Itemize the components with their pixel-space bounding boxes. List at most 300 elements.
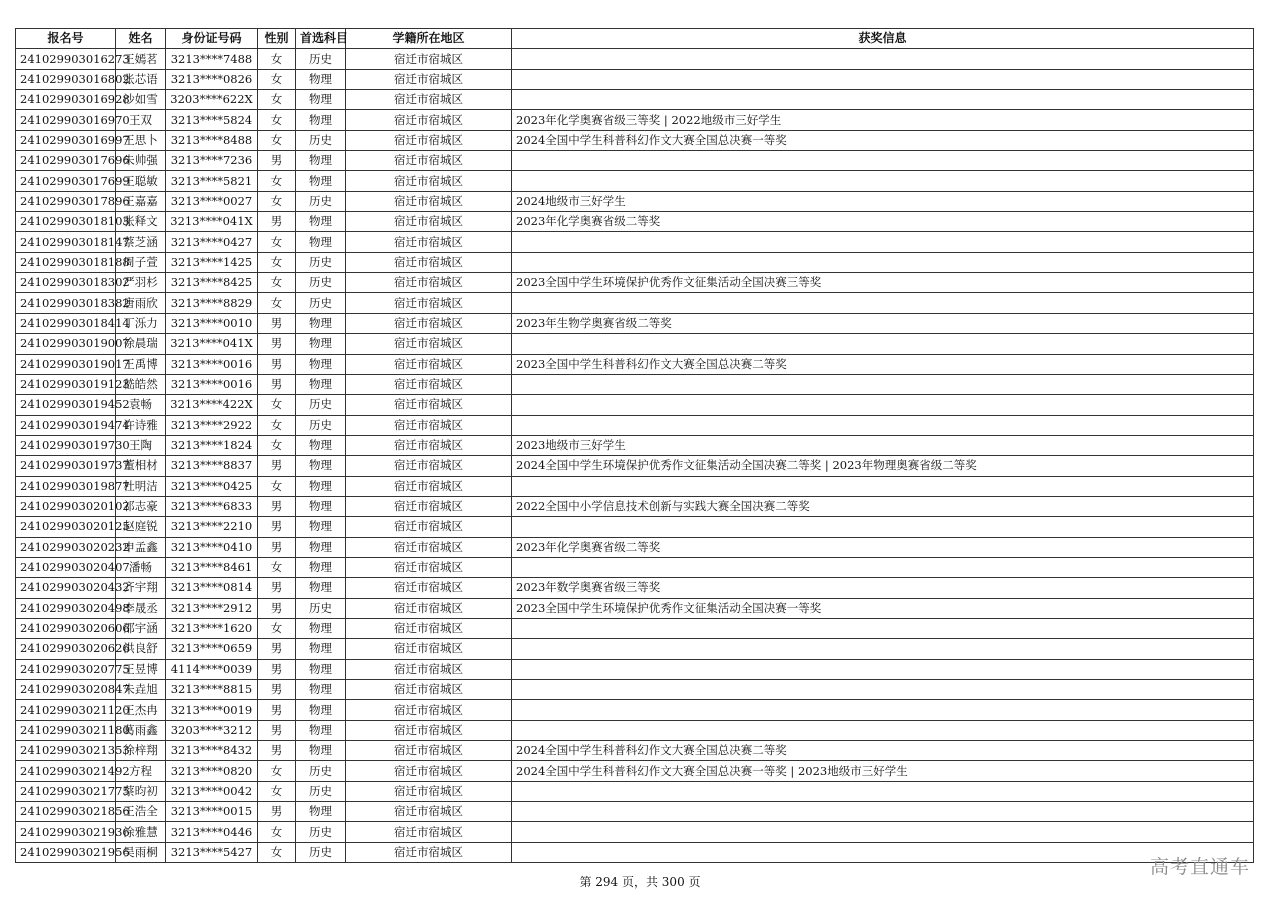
- region-cell: 宿迁市宿城区: [346, 659, 512, 679]
- name-cell: 王聪敏: [116, 171, 166, 191]
- header-award-info: 获奖信息: [512, 29, 1254, 49]
- gender-cell: 男: [258, 680, 296, 700]
- award-cell: [512, 476, 1254, 496]
- table-row: [16, 761, 1254, 781]
- region-cell: 宿迁市宿城区: [346, 578, 512, 598]
- table-row: [16, 191, 1254, 211]
- table-row: [16, 151, 1254, 171]
- award-cell: [512, 69, 1254, 89]
- gender-cell: 男: [258, 578, 296, 598]
- table-row: [16, 639, 1254, 659]
- name-cell: 袁畅: [116, 395, 166, 415]
- table-row: [16, 842, 1254, 862]
- subject-cell: 物理: [296, 151, 346, 171]
- region-cell: 宿迁市宿城区: [346, 252, 512, 272]
- name-cell: 王禹博: [116, 354, 166, 374]
- header-name: 姓名: [116, 29, 166, 49]
- id-number-cell: 4114****0039: [166, 659, 258, 679]
- name-cell: 蔡芝涵: [116, 232, 166, 252]
- award-cell: 2023年数学奥赛省级三等奖: [512, 578, 1254, 598]
- region-cell: 宿迁市宿城区: [346, 313, 512, 333]
- id-number-cell: 3213****0410: [166, 537, 258, 557]
- region-cell: 宿迁市宿城区: [346, 273, 512, 293]
- gender-cell: 女: [258, 232, 296, 252]
- registration-number-cell: 241029903018382: [16, 293, 116, 313]
- id-number-cell: 3213****0010: [166, 313, 258, 333]
- registration-number-cell: 241029903016970: [16, 110, 116, 130]
- subject-cell: 物理: [296, 557, 346, 577]
- id-number-cell: 3213****8815: [166, 680, 258, 700]
- subject-cell: 历史: [296, 415, 346, 435]
- header-school-region: 学籍所在地区: [346, 29, 512, 49]
- table-row: [16, 700, 1254, 720]
- gender-cell: 女: [258, 69, 296, 89]
- region-cell: 宿迁市宿城区: [346, 537, 512, 557]
- table-row: [16, 212, 1254, 232]
- award-cell: [512, 395, 1254, 415]
- gender-cell: 男: [258, 659, 296, 679]
- id-number-cell: 3213****0814: [166, 578, 258, 598]
- id-number-cell: 3213****0659: [166, 639, 258, 659]
- table-row: [16, 557, 1254, 577]
- id-number-cell: 3213****0015: [166, 802, 258, 822]
- name-cell: 赵庭锐: [116, 517, 166, 537]
- id-number-cell: 3213****2210: [166, 517, 258, 537]
- region-cell: 宿迁市宿城区: [346, 741, 512, 761]
- id-number-cell: 3213****0427: [166, 232, 258, 252]
- id-number-cell: 3203****622X: [166, 90, 258, 110]
- award-cell: [512, 700, 1254, 720]
- subject-cell: 物理: [296, 517, 346, 537]
- header-id-number: 身份证号码: [166, 29, 258, 49]
- registration-number-cell: 241029903020102: [16, 496, 116, 516]
- table-row: [16, 293, 1254, 313]
- gender-cell: 女: [258, 171, 296, 191]
- id-number-cell: 3213****1425: [166, 252, 258, 272]
- subject-cell: 历史: [296, 191, 346, 211]
- id-number-cell: 3213****0016: [166, 354, 258, 374]
- subject-cell: 历史: [296, 252, 346, 272]
- subject-cell: 物理: [296, 537, 346, 557]
- subject-cell: 历史: [296, 130, 346, 150]
- id-number-cell: 3213****8488: [166, 130, 258, 150]
- table-row: [16, 720, 1254, 740]
- name-cell: 王杰冉: [116, 700, 166, 720]
- id-number-cell: 3213****8432: [166, 741, 258, 761]
- region-cell: 宿迁市宿城区: [346, 395, 512, 415]
- award-cell: 2023全国中学生科普科幻作文大赛全国总决赛二等奖: [512, 354, 1254, 374]
- id-number-cell: 3213****5427: [166, 842, 258, 862]
- gender-cell: 男: [258, 456, 296, 476]
- table-row: [16, 415, 1254, 435]
- name-cell: 申孟鑫: [116, 537, 166, 557]
- name-cell: 王昱博: [116, 659, 166, 679]
- region-cell: 宿迁市宿城区: [346, 598, 512, 618]
- award-cell: [512, 171, 1254, 191]
- name-cell: 徐晨瑞: [116, 334, 166, 354]
- subject-cell: 物理: [296, 578, 346, 598]
- award-cell: [512, 232, 1254, 252]
- region-cell: 宿迁市宿城区: [346, 232, 512, 252]
- name-cell: 张芯语: [116, 69, 166, 89]
- id-number-cell: 3213****0042: [166, 781, 258, 801]
- id-number-cell: 3213****0425: [166, 476, 258, 496]
- table-row: [16, 456, 1254, 476]
- registration-number-cell: 241029903018302: [16, 273, 116, 293]
- gender-cell: 男: [258, 354, 296, 374]
- name-cell: 祁志豪: [116, 496, 166, 516]
- table-row: [16, 618, 1254, 638]
- subject-cell: 历史: [296, 395, 346, 415]
- subject-cell: 物理: [296, 334, 346, 354]
- id-number-cell: 3213****0019: [166, 700, 258, 720]
- region-cell: 宿迁市宿城区: [346, 557, 512, 577]
- gender-cell: 男: [258, 537, 296, 557]
- id-number-cell: 3213****2922: [166, 415, 258, 435]
- award-cell: [512, 517, 1254, 537]
- name-cell: 王嘉嘉: [116, 191, 166, 211]
- name-cell: 王双: [116, 110, 166, 130]
- table-row: [16, 802, 1254, 822]
- name-cell: 王浩全: [116, 802, 166, 822]
- table-row: [16, 273, 1254, 293]
- table-row: [16, 49, 1254, 69]
- registration-number-cell: 241029903017896: [16, 191, 116, 211]
- table-row: [16, 313, 1254, 333]
- gender-cell: 女: [258, 476, 296, 496]
- table-row: [16, 822, 1254, 842]
- subject-cell: 物理: [296, 802, 346, 822]
- table-row: [16, 476, 1254, 496]
- region-cell: 宿迁市宿城区: [346, 110, 512, 130]
- gender-cell: 男: [258, 741, 296, 761]
- registration-number-cell: 241029903016997: [16, 130, 116, 150]
- registration-number-cell: 241029903021956: [16, 842, 116, 862]
- table-row: [16, 232, 1254, 252]
- registration-number-cell: 241029903019730: [16, 435, 116, 455]
- subject-cell: 历史: [296, 49, 346, 69]
- subject-cell: 物理: [296, 435, 346, 455]
- subject-cell: 物理: [296, 618, 346, 638]
- gender-cell: 女: [258, 781, 296, 801]
- subject-cell: 历史: [296, 761, 346, 781]
- name-cell: 王思卜: [116, 130, 166, 150]
- award-cell: [512, 618, 1254, 638]
- registration-number-cell: 241029903018414: [16, 313, 116, 333]
- registration-number-cell: 241029903021492: [16, 761, 116, 781]
- gender-cell: 女: [258, 90, 296, 110]
- gender-cell: 女: [258, 49, 296, 69]
- name-cell: 洪良舒: [116, 639, 166, 659]
- subject-cell: 历史: [296, 598, 346, 618]
- registration-number-cell: 241029903019452: [16, 395, 116, 415]
- region-cell: 宿迁市宿城区: [346, 517, 512, 537]
- registration-number-cell: 241029903021936: [16, 822, 116, 842]
- registration-number-cell: 241029903020847: [16, 680, 116, 700]
- gender-cell: 男: [258, 517, 296, 537]
- gender-cell: 女: [258, 822, 296, 842]
- watermark: 高考直通车: [1149, 856, 1250, 878]
- table-row: [16, 781, 1254, 801]
- subject-cell: 物理: [296, 313, 346, 333]
- registration-number-cell: 241029903019007: [16, 334, 116, 354]
- page-number-footer: 第 294 页，共 300 页: [579, 875, 701, 889]
- name-cell: 葛雨鑫: [116, 720, 166, 740]
- award-cell: [512, 334, 1254, 354]
- award-cell: 2024全国中学生科普科幻作文大赛全国总决赛一等奖 | 2023地级市三好学生: [512, 761, 1254, 781]
- registration-number-cell: 241029903019474: [16, 415, 116, 435]
- table-row: [16, 334, 1254, 354]
- table-row: [16, 659, 1254, 679]
- gender-cell: 女: [258, 435, 296, 455]
- name-cell: 徐梓翔: [116, 741, 166, 761]
- name-cell: 方程: [116, 761, 166, 781]
- award-cell: [512, 639, 1254, 659]
- id-number-cell: 3213****1824: [166, 435, 258, 455]
- award-cell: [512, 842, 1254, 862]
- award-cell: 2022全国中小学信息技术创新与实践大赛全国决赛二等奖: [512, 496, 1254, 516]
- table-row: [16, 496, 1254, 516]
- region-cell: 宿迁市宿城区: [346, 700, 512, 720]
- id-number-cell: 3213****8829: [166, 293, 258, 313]
- award-cell: 2023年生物学奥赛省级二等奖: [512, 313, 1254, 333]
- award-cell: 2023全国中学生环境保护优秀作文征集活动全国决赛三等奖: [512, 273, 1254, 293]
- id-number-cell: 3213****8425: [166, 273, 258, 293]
- subject-cell: 历史: [296, 273, 346, 293]
- name-cell: 杜明洁: [116, 476, 166, 496]
- id-number-cell: 3213****0820: [166, 761, 258, 781]
- table-row: [16, 110, 1254, 130]
- award-cell: [512, 252, 1254, 272]
- name-cell: 潘畅: [116, 557, 166, 577]
- registration-number-cell: 241029903019737: [16, 456, 116, 476]
- name-cell: 朱帅强: [116, 151, 166, 171]
- registration-number-cell: 241029903020498: [16, 598, 116, 618]
- subject-cell: 物理: [296, 110, 346, 130]
- table-header-row: [16, 29, 1254, 49]
- registration-number-cell: 241029903016928: [16, 90, 116, 110]
- gender-cell: 女: [258, 842, 296, 862]
- gender-cell: 男: [258, 374, 296, 394]
- id-number-cell: 3213****041X: [166, 334, 258, 354]
- header-registration-number: 报名号: [16, 29, 116, 49]
- id-number-cell: 3213****5824: [166, 110, 258, 130]
- region-cell: 宿迁市宿城区: [346, 130, 512, 150]
- id-number-cell: 3213****0027: [166, 191, 258, 211]
- subject-cell: 物理: [296, 212, 346, 232]
- award-cell: [512, 49, 1254, 69]
- table-row: [16, 578, 1254, 598]
- gender-cell: 女: [258, 761, 296, 781]
- registration-number-cell: 241029903020775: [16, 659, 116, 679]
- id-number-cell: 3213****0826: [166, 69, 258, 89]
- subject-cell: 物理: [296, 639, 346, 659]
- award-cell: 2023地级市三好学生: [512, 435, 1254, 455]
- id-number-cell: 3213****7236: [166, 151, 258, 171]
- gender-cell: 男: [258, 496, 296, 516]
- table-row: [16, 130, 1254, 150]
- id-number-cell: 3213****0016: [166, 374, 258, 394]
- registration-number-cell: 241029903021775: [16, 781, 116, 801]
- subject-cell: 物理: [296, 69, 346, 89]
- subject-cell: 物理: [296, 374, 346, 394]
- region-cell: 宿迁市宿城区: [346, 49, 512, 69]
- gender-cell: 女: [258, 110, 296, 130]
- award-cell: [512, 659, 1254, 679]
- id-number-cell: 3213****5821: [166, 171, 258, 191]
- id-number-cell: 3213****1620: [166, 618, 258, 638]
- subject-cell: 历史: [296, 822, 346, 842]
- registration-number-cell: 241029903016273: [16, 49, 116, 69]
- gender-cell: 男: [258, 598, 296, 618]
- registration-number-cell: 241029903019017: [16, 354, 116, 374]
- registration-number-cell: 241029903021353: [16, 741, 116, 761]
- gender-cell: 女: [258, 395, 296, 415]
- region-cell: 宿迁市宿城区: [346, 618, 512, 638]
- registration-number-cell: 241029903016802: [16, 69, 116, 89]
- name-cell: 张释文: [116, 212, 166, 232]
- region-cell: 宿迁市宿城区: [346, 69, 512, 89]
- award-cell: 2023全国中学生环境保护优秀作文征集活动全国决赛一等奖: [512, 598, 1254, 618]
- subject-cell: 物理: [296, 171, 346, 191]
- gender-cell: 男: [258, 334, 296, 354]
- subject-cell: 物理: [296, 232, 346, 252]
- region-cell: 宿迁市宿城区: [346, 334, 512, 354]
- region-cell: 宿迁市宿城区: [346, 781, 512, 801]
- award-cell: [512, 90, 1254, 110]
- id-number-cell: 3213****8461: [166, 557, 258, 577]
- region-cell: 宿迁市宿城区: [346, 496, 512, 516]
- region-cell: 宿迁市宿城区: [346, 456, 512, 476]
- registration-number-cell: 241029903020232: [16, 537, 116, 557]
- registration-number-cell: 241029903019877: [16, 476, 116, 496]
- id-number-cell: 3213****8837: [166, 456, 258, 476]
- region-cell: 宿迁市宿城区: [346, 822, 512, 842]
- award-cell: [512, 557, 1254, 577]
- table-row: [16, 354, 1254, 374]
- award-cell: 2024地级市三好学生: [512, 191, 1254, 211]
- region-cell: 宿迁市宿城区: [346, 354, 512, 374]
- name-cell: 朱垚旭: [116, 680, 166, 700]
- gender-cell: 女: [258, 252, 296, 272]
- registration-number-cell: 241029903020407: [16, 557, 116, 577]
- registration-number-cell: 241029903020432: [16, 578, 116, 598]
- registration-number-cell: 241029903020626: [16, 639, 116, 659]
- region-cell: 宿迁市宿城区: [346, 435, 512, 455]
- subject-cell: 历史: [296, 781, 346, 801]
- award-cell: [512, 374, 1254, 394]
- award-cell: 2023年化学奥赛省级二等奖: [512, 212, 1254, 232]
- subject-cell: 物理: [296, 720, 346, 740]
- id-number-cell: 3213****422X: [166, 395, 258, 415]
- subject-cell: 物理: [296, 496, 346, 516]
- award-cell: 2024全国中学生科普科幻作文大赛全国总决赛一等奖: [512, 130, 1254, 150]
- table-row: [16, 374, 1254, 394]
- gender-cell: 男: [258, 151, 296, 171]
- header-preferred-subject: 首选科目: [296, 29, 346, 49]
- region-cell: 宿迁市宿城区: [346, 639, 512, 659]
- registration-number-cell: 241029903017696: [16, 151, 116, 171]
- name-cell: 齐宇翔: [116, 578, 166, 598]
- gender-cell: 女: [258, 191, 296, 211]
- region-cell: 宿迁市宿城区: [346, 720, 512, 740]
- subject-cell: 物理: [296, 476, 346, 496]
- registration-number-cell: 241029903018147: [16, 232, 116, 252]
- table-row: [16, 517, 1254, 537]
- name-cell: 丁泺力: [116, 313, 166, 333]
- award-cell: [512, 781, 1254, 801]
- table-row: [16, 171, 1254, 191]
- name-cell: 董相材: [116, 456, 166, 476]
- name-cell: 李晟丞: [116, 598, 166, 618]
- header-gender: 性别: [258, 29, 296, 49]
- table-row: [16, 598, 1254, 618]
- subject-cell: 物理: [296, 700, 346, 720]
- registration-number-cell: 241029903017699: [16, 171, 116, 191]
- award-cell: 2023年化学奥赛省级二等奖: [512, 537, 1254, 557]
- subject-cell: 物理: [296, 680, 346, 700]
- table-row: [16, 680, 1254, 700]
- registration-number-cell: 241029903021856: [16, 802, 116, 822]
- gender-cell: 女: [258, 415, 296, 435]
- name-cell: 王陶: [116, 435, 166, 455]
- name-cell: 唐雨欣: [116, 293, 166, 313]
- id-number-cell: 3213****7488: [166, 49, 258, 69]
- region-cell: 宿迁市宿城区: [346, 191, 512, 211]
- name-cell: 周子萱: [116, 252, 166, 272]
- region-cell: 宿迁市宿城区: [346, 802, 512, 822]
- table-row: [16, 395, 1254, 415]
- region-cell: 宿迁市宿城区: [346, 680, 512, 700]
- region-cell: 宿迁市宿城区: [346, 151, 512, 171]
- gender-cell: 男: [258, 700, 296, 720]
- region-cell: 宿迁市宿城区: [346, 415, 512, 435]
- subject-cell: 物理: [296, 456, 346, 476]
- gender-cell: 男: [258, 313, 296, 333]
- gender-cell: 男: [258, 720, 296, 740]
- gender-cell: 女: [258, 293, 296, 313]
- registration-number-cell: 241029903018188: [16, 252, 116, 272]
- table-row: [16, 69, 1254, 89]
- gender-cell: 男: [258, 639, 296, 659]
- gender-cell: 女: [258, 130, 296, 150]
- registration-number-cell: 241029903019123: [16, 374, 116, 394]
- id-number-cell: 3213****0446: [166, 822, 258, 842]
- name-cell: 蔡昀初: [116, 781, 166, 801]
- id-number-cell: 3213****041X: [166, 212, 258, 232]
- table-row: [16, 90, 1254, 110]
- name-cell: 嵇皓然: [116, 374, 166, 394]
- subject-cell: 物理: [296, 354, 346, 374]
- subject-cell: 物理: [296, 741, 346, 761]
- name-cell: 沙如雪: [116, 90, 166, 110]
- region-cell: 宿迁市宿城区: [346, 842, 512, 862]
- table-row: [16, 741, 1254, 761]
- award-cell: [512, 720, 1254, 740]
- registration-number-cell: 241029903021180: [16, 720, 116, 740]
- subject-cell: 物理: [296, 659, 346, 679]
- name-cell: 许诗雅: [116, 415, 166, 435]
- id-number-cell: 3203****3212: [166, 720, 258, 740]
- gender-cell: 女: [258, 557, 296, 577]
- gender-cell: 女: [258, 273, 296, 293]
- award-cell: 2023年化学奥赛省级三等奖 | 2022地级市三好学生: [512, 110, 1254, 130]
- region-cell: 宿迁市宿城区: [346, 212, 512, 232]
- award-cell: [512, 151, 1254, 171]
- subject-cell: 物理: [296, 90, 346, 110]
- gender-cell: 男: [258, 212, 296, 232]
- name-cell: 涂雅慧: [116, 822, 166, 842]
